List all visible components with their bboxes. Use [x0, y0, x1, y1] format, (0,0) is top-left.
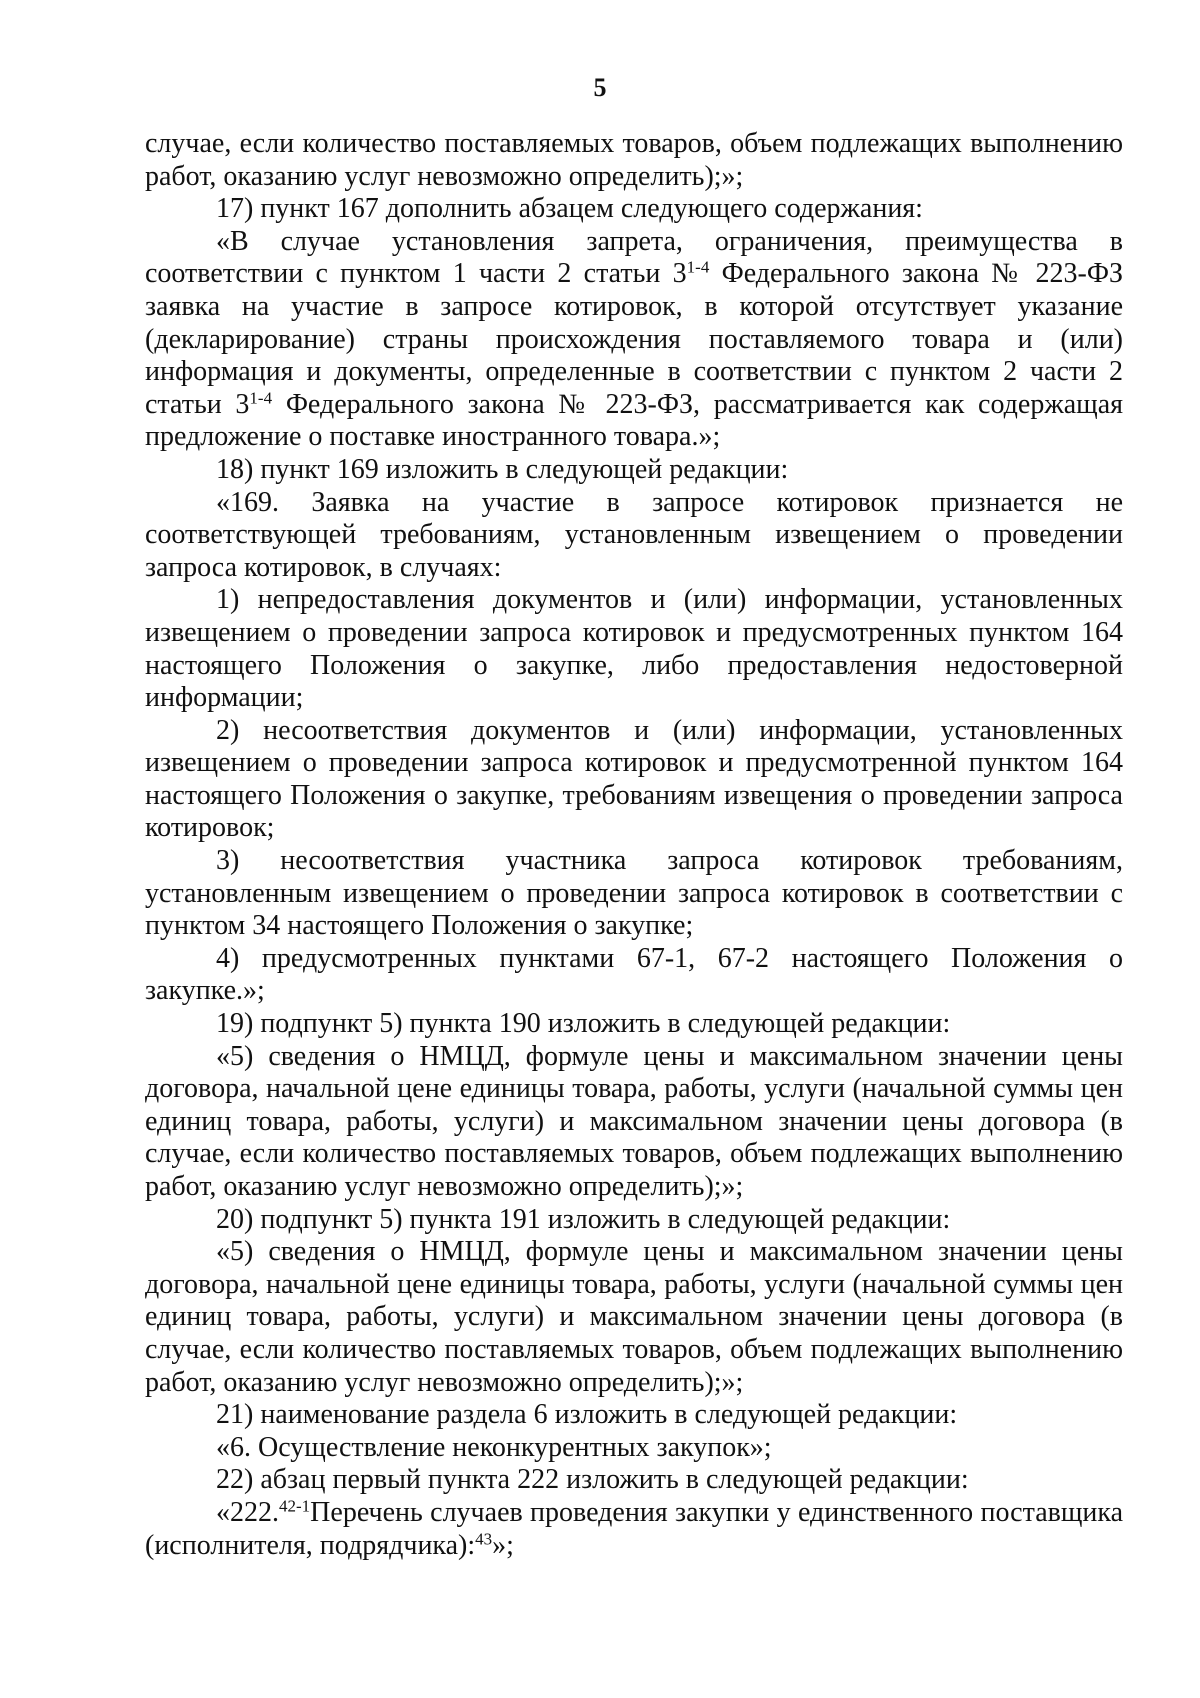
superscript: 1-4: [249, 388, 273, 408]
item-22-quote: [145, 1497, 1123, 1562]
item-17-heading: 17) пункт 167 дополнить абзацем следующего содержания:: [216, 193, 923, 225]
superscript: 42-1: [279, 1496, 311, 1516]
paragraph-continuation: случае, если количество поставляемых товаров, объем подлежащих выполнению работ, оказанию услуг невозможно определить);»;: [145, 128, 1123, 192]
document-body: [145, 128, 1123, 1562]
subitem-3: 3) несоответствия участника запроса котировок требованиям, установленным извещением о проведении запроса котировок в соответствии с пунктом 34 настоящего Положения о закупке;: [145, 845, 1123, 942]
item-21-quote: «6. Осуществление неконкурентных закупок»;: [216, 1431, 772, 1463]
superscript: 43: [475, 1529, 493, 1549]
text-run: «В случае установления запрета, ограничения, преимущества в соответствии с пунктом 1 части 2 статьи 3: [145, 225, 1123, 290]
point-169-text: «169. Заявка на участие в запросе котировок признается не соответствующей требованиям, установленным извещением о проведении запроса котировок, в случаях:: [145, 486, 1123, 583]
superscript: 1-4: [686, 258, 710, 278]
item-19-quote: «5) сведения о НМЦД, формуле цены и максимальном значении цены договора, начальной цене единицы товара, работы, услуги (начальной суммы цен единиц товара, работы, услуги) и максимальном значении цены договора (в случае, если количество поставляемых товаров, объем подлежащих выполнению работ, оказанию услуг невозможно определить);»;: [145, 1040, 1123, 1202]
item-19-heading: 19) подпункт 5) пункта 190 изложить в следующей редакции:: [216, 1008, 951, 1040]
text-run: «222.: [216, 1496, 279, 1528]
item-21-heading: 21) наименование раздела 6 изложить в следующей редакции:: [216, 1399, 958, 1431]
text-run: »;: [492, 1529, 514, 1561]
item-17-quote: [145, 226, 1123, 454]
item-20-quote: «5) сведения о НМЦД, формуле цены и максимальном значении цены договора, начальной цене единицы товара, работы, услуги (начальной суммы цен единиц товара, работы, услуги) и максимальном значении цены договора (в случае, если количество поставляемых товаров, объем подлежащих выполнению работ, оказанию услуг невозможно определить);»;: [145, 1236, 1123, 1398]
subitem-1: 1) непредоставления документов и (или) информации, установленных извещением о проведении запроса котировок и предусмотренных пунктом 164 настоящего Положения о закупке, либо предоставления недостоверной информации;: [145, 584, 1123, 714]
text-run: Перечень случаев проведения закупки у единственного поставщика (исполнителя, подрядчика):: [145, 1496, 1123, 1561]
item-18-heading: 18) пункт 169 изложить в следующей редакции:: [216, 453, 789, 485]
text-run: Федерального закона № 223-ФЗ, рассматривается как содержащая предложение о поставке иностранного товара.»;: [145, 388, 1123, 453]
page-number: 5: [593, 73, 607, 102]
item-20-heading: 20) подпункт 5) пункта 191 изложить в следующей редакции:: [216, 1203, 951, 1235]
subitem-4: 4) предусмотренных пунктами 67-1, 67-2 настоящего Положения о закупке.»;: [145, 942, 1123, 1007]
subitem-2: 2) несоответствия документов и (или) информации, установленных извещением о проведении запроса котировок и предусмотренной пунктом 164 настоящего Положения о закупке, требованиям извещения о проведении запроса котировок;: [145, 714, 1123, 844]
item-22-heading: 22) абзац первый пункта 222 изложить в следующей редакции:: [216, 1464, 969, 1496]
text-run: Федерального закона № 223-ФЗ заявка на участие в запросе котировок, в которой отсутствует указание (декларирование) страны происхождения поставляемого товара и (или) информация и документы, определенные в соответствии с пунктом 2 части 2 статьи 3: [145, 258, 1123, 420]
